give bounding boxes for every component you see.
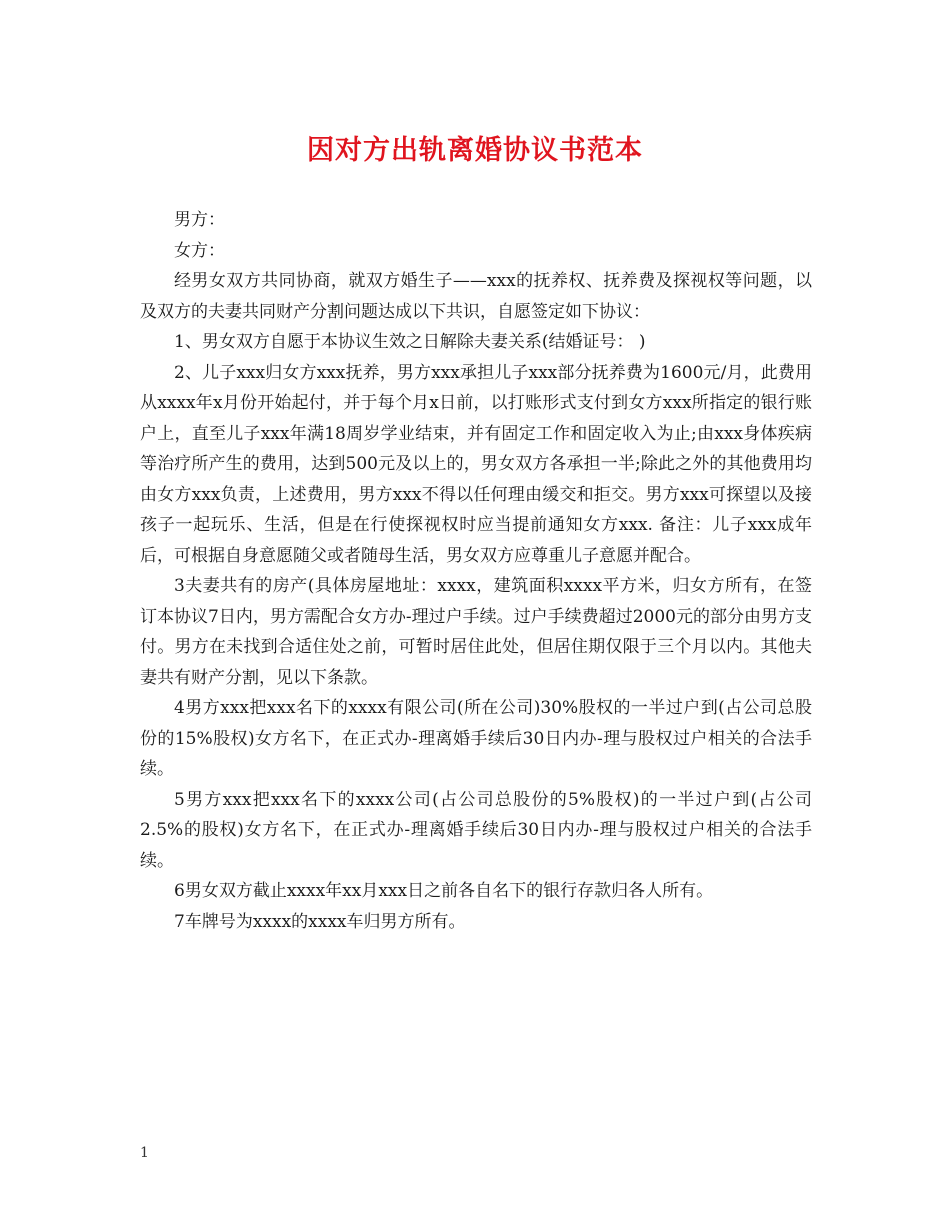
paragraph-clause-2: 2、儿子xxx归女方xxx抚养，男方xxx承担儿子xxx部分抚养费为1600元/月，此费用从xxxx年x月份开始起付，并于每个月x日前，以打账形式支付到女方xxx所指定的银行账户上，直至儿子xxx年满18周岁学业结束，并有固定工作和固定收入为止;由xxx身体疾病等治疗所产生的费用，达到500元及以上的，男女双方各承担一半;除此之外的其他费用均由女方xxx负责，上述费用，男方xxx不得以任何理由缓交和拒交。男方xxx可探望以及接孩子一起玩乐、生活，但是在行使探视权时应当提前通知女方xxx. 备注：儿子xxx成年后，可根据自身意愿随父或者随母生活，男女双方应尊重儿子意愿并配合。 (140, 362, 812, 566)
paragraph-clause-6: 6男女双方截止xxxx年xx月xxx日之前各自名下的银行存款归各人所有。 (174, 881, 714, 901)
document-body (140, 205, 812, 937)
paragraph-clause-1: 1、男女双方自愿于本协议生效之日解除夫妻关系(结婚证号： ) (174, 332, 646, 352)
document-title: 因对方出轨离婚协议书范本 (307, 135, 643, 166)
paragraph-clause-4: 4男方xxx把xxx名下的xxxx有限公司(所在公司)30%股权的一半过户到(占公司总股份的15%股权)女方名下，在正式办-理离婚手续后30日内办-理与股权过户相关的合法手续。 (140, 698, 812, 779)
paragraph-clause-3: 3夫妻共有的房产(具体房屋地址：xxxx，建筑面积xxxx平方米，归女方所有，在签订本协议7日内，男方需配合女方办-理过户手续。过户手续费超过2000元的部分由男方支付。男方在未找到合适住处之前，可暂时居住此处，但居住期仅限于三个月以内。其他夫妻共有财产分割，见以下条款。 (140, 576, 812, 688)
paragraph-wife: 女方： (174, 240, 225, 261)
paragraph-husband: 男方： (174, 210, 225, 230)
paragraph-preamble: 经男女双方共同协商，就双方婚生子——xxx的抚养权、抚养费及探视权等问题，以及双方的夫妻共同财产分割问题达成以下共识，自愿签定如下协议： (140, 271, 812, 322)
page-number: 1 (140, 1145, 149, 1161)
paragraph-clause-5: 5男方xxx把xxx名下的xxxx公司(占公司总股份的5%股权)的一半过户到(占公司2.5%的股权)女方名下，在正式办-理离婚手续后30日内办-理与股权过户相关的合法手续。 (140, 789, 812, 871)
paragraph-clause-7: 7车牌号为xxxx的xxxx车归男方所有。 (174, 911, 466, 932)
